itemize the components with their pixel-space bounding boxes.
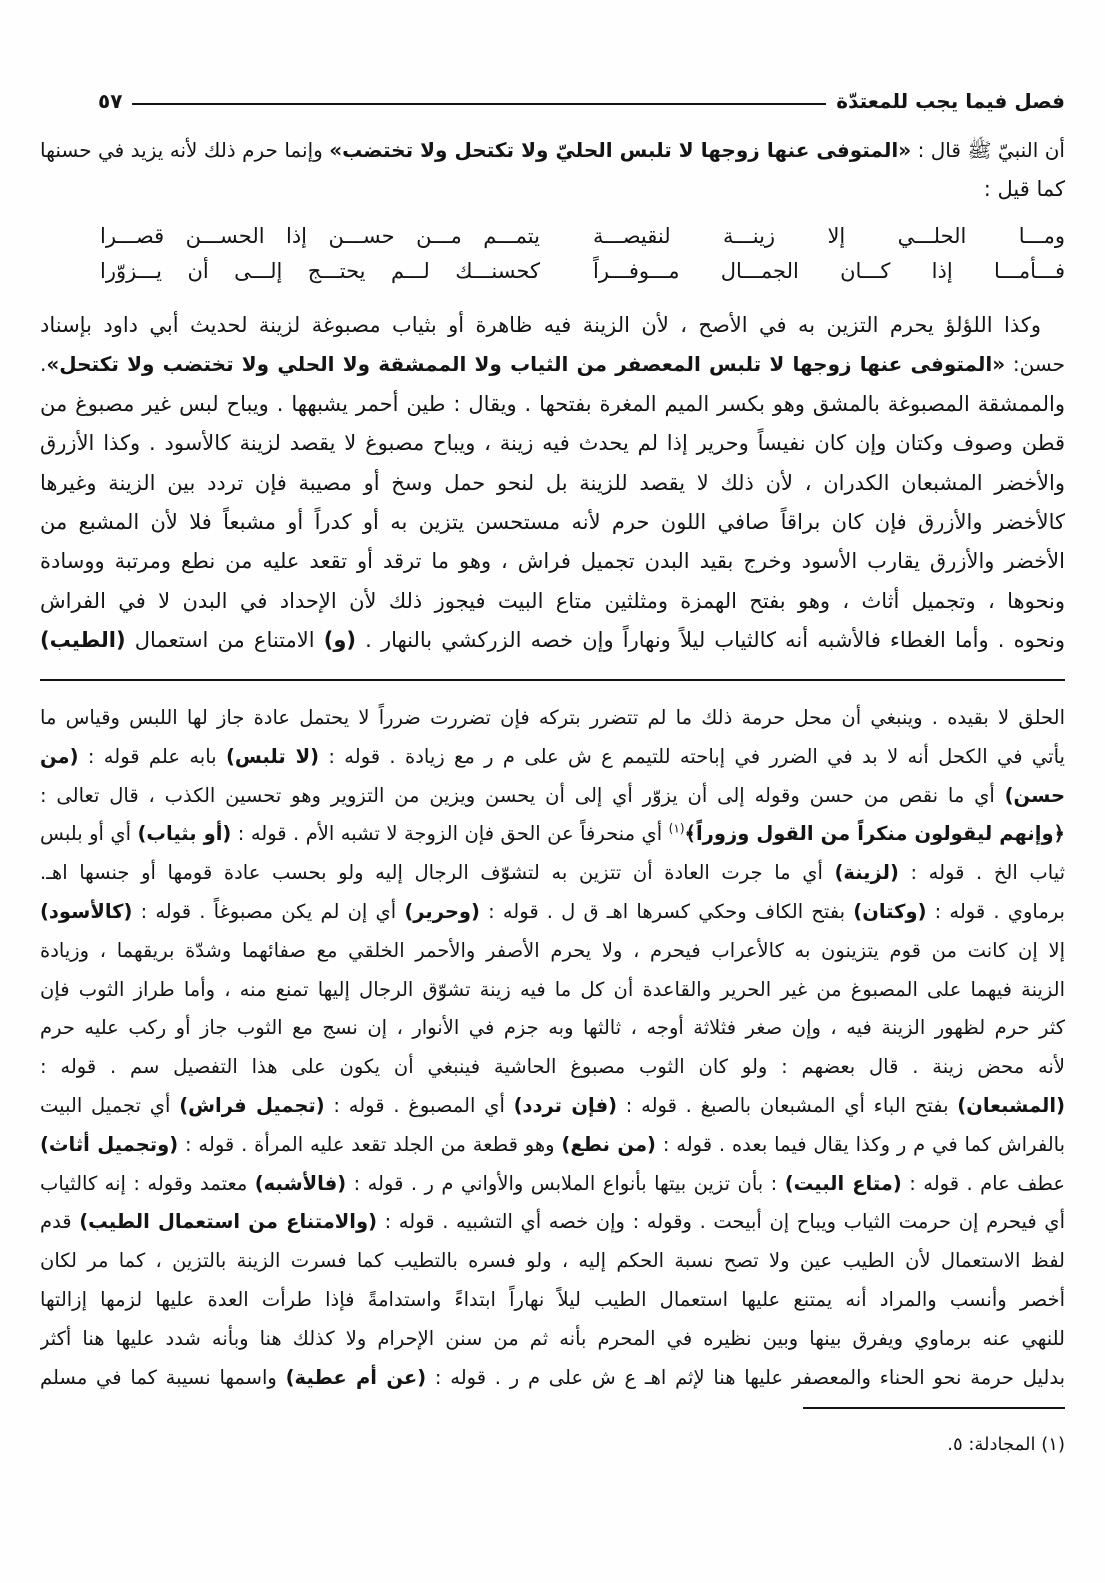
- poem-verse: [40, 254, 1065, 289]
- text-run: برماوي . قوله :: [926, 899, 1065, 923]
- text-run: للنهي عنه برماوي ويفرق بينها وبين نظيره في المحرم بأنه ثم من سنن الإحرام ولا كذلك هنا وبأنه شدد عليها هنا أكثر: [40, 1326, 1065, 1350]
- poem-verse: [40, 219, 1065, 254]
- text-run: أي المصبوغ . قوله :: [324, 1093, 514, 1117]
- text-run: ثياب الخ . قوله :: [898, 861, 1065, 885]
- bold-text-run: (عن أم عطية): [285, 1365, 427, 1389]
- text-run: الأخضر والأزرق يقارب الأسود وخرج بقيد البدن تجميل فراش ، وهو ما ترقد أو تقعد عليه من نطع ومرتبة ووسادة: [40, 549, 1065, 574]
- text-run: أي منحرفاً عن الحق فإن الزوجة لا تشبه الأم . قوله :: [231, 822, 669, 846]
- text-run: حسن:: [1005, 352, 1065, 377]
- main-text-line: [40, 621, 1065, 660]
- poem-hemistich: ومـــا الحلـــي إلا زينـــة لنقيصـــة: [593, 224, 1065, 248]
- bold-text-run: (وكتان): [853, 899, 927, 923]
- footnote: (١) المجادلة: ٥.: [947, 1434, 1065, 1455]
- text-run: عطف عام . قوله :: [901, 1171, 1065, 1195]
- text-run: وهو قطعة من الجلد تقعد عليه المرأة . قوله :: [178, 1132, 562, 1156]
- commentary-separator: [40, 679, 1065, 681]
- bold-text-run: (فالأشبه): [254, 1171, 347, 1195]
- poem-hemistich: كحسنـــك لـــم يحتـــج إلـــى أن يـــزوّرا: [100, 259, 540, 283]
- main-text-line: [40, 131, 1065, 170]
- text-run: الحلق لا بقيده . وينبغي أن محل حرمة ذلك ما لم تتضرر بتركه فإن تضررت ضرراً لا يحتمل عادة جاز لها اللبس وقياس ما: [40, 706, 1065, 729]
- text-run: أي أو بلبس: [40, 822, 138, 846]
- bold-text-run: «المتوفى عنها زوجها لا تلبس المعصفر من الثياب ولا الممشقة ولا الحلي ولا تختضب ولا تكتحل»: [46, 352, 1006, 377]
- bold-text-run: (وحرير): [404, 899, 480, 923]
- text-run: بفتح الكاف وحكي كسرها اهـ ق ل . قوله :: [479, 899, 854, 923]
- bold-text-run: (من: [40, 744, 79, 768]
- text-run: إلا إن كانت من قوم يتزينون به كالأعراب فيحرم ، ولا يحرم الأصفر والأحمر الخلقي مع صفائهما وشدّة بريقهما ، وزيادة: [40, 938, 1065, 962]
- main-text-line: [40, 503, 1065, 542]
- commentary-line: [40, 1009, 1065, 1048]
- commentary-line: [40, 699, 1065, 738]
- text-run: : بأن تزين بيتها بأنواع الملابس والأواني م ر . قوله :: [346, 1171, 785, 1195]
- text-run: ونحوه . وأما الغطاء فالأشبه أنه كالثياب ليلاً ونهاراً وإن خصه الزركشي بالنهار .: [355, 628, 1065, 653]
- main-text-lines: [40, 131, 1065, 170]
- main-text-line: [40, 464, 1065, 503]
- commentary-line: [40, 971, 1065, 1010]
- commentary-line: [40, 1242, 1065, 1281]
- commentary-line: [40, 1320, 1065, 1359]
- main-text-line: [40, 306, 1065, 345]
- text-run: أي ما جرت العادة أن تتزين به لتشوّف الرجال إليه ولو بحسب عادة قومها أو جنسها اهـ.: [40, 861, 835, 885]
- commentary-line: [40, 932, 1065, 971]
- text-run: أي ما نقص من حسن وقوله إلى أن يزوّر أي إلى أن يحسن ويزين من التزوير وهو تحسين الكذب ، قال تعالى :: [40, 783, 1005, 807]
- page-number: ٥٧: [98, 89, 123, 113]
- text-run: كالأخضر والأزرق فإن كان براقاً صافي اللون حرم لأنه مستحسن يتزين به أو كدراً أو مشبعاً فلا لأن المشبع من: [40, 509, 1065, 534]
- bold-text-run: (المشبعان): [957, 1093, 1065, 1117]
- main-text-line: [40, 424, 1065, 463]
- text-run: ونحوها ، وتجميل أثاث ، وهو بفتح الهمزة ومثلثين متاع البيت فيجوز ذلك لأن الإحداد في البدن لا في الفراش: [40, 588, 1065, 613]
- text-run: والممشقة المصبوغة بالمشق وهو بكسر الميم المغرة بفتحها . ويقال : طين أحمر يشبهها . ويباح لبس غير مصبوغ من: [40, 391, 1065, 416]
- text-run: بالفراش كما في م ر وكذا يقال فيما بعده . قوله :: [655, 1132, 1065, 1156]
- commentary-line: [40, 1087, 1065, 1126]
- bold-text-run: (وتجميل أثاث): [40, 1132, 179, 1156]
- text-run: كثر حرم لظهور الزينة فيه ، وإن صغر فثلاثة أوجه ، ثالثها وبه جزم في الأنوار ، إن نسج مع الثوب جاز أو ركب عليه حرم: [40, 1016, 1065, 1040]
- poem: [40, 219, 1065, 289]
- text-run: الزينة فيهما على المصبوغ من غير الحرير والقاعدة أن كل ما فيه زينة تشوّق الرجال إليها تمنع منه ، وأما طراز الثوب فإن: [40, 977, 1065, 1001]
- commentary-line: [40, 1281, 1065, 1320]
- text-run: أخصر وأنسب والمراد أنه يمتنع عليها استعمال الطيب ليلاً نهاراً ابتداءً واستدامةً فإذا طرأت العدة عليها لزمها إزالتها: [40, 1287, 1065, 1311]
- main-paragraph: [40, 131, 1065, 209]
- main-text-line: كما قيل :: [983, 177, 1065, 201]
- poem-hemistich: فـــأمـــا إذا كـــان الجمـــال مـــوفـــراً: [593, 259, 1065, 283]
- bold-text-run: (متاع البيت): [784, 1171, 902, 1195]
- commentary-line: [40, 893, 1065, 932]
- main-text-line: [40, 582, 1065, 621]
- text-run: وإنما حرم ذلك لأنه يزيد في حسنها: [40, 138, 330, 162]
- header-rule: [132, 103, 826, 105]
- bold-text-run: (فإن تردد): [513, 1093, 618, 1117]
- text-run: أي فيحرم إن حرمت الثياب ويباح إن أبيحت . وقوله : وإن خصه أي التشبيه . قوله :: [377, 1210, 1065, 1234]
- text-run: .: [40, 352, 47, 377]
- text-run: أي إن لم يكن مصبوغاً . قوله :: [132, 899, 405, 923]
- text-run: بابه علم قوله :: [78, 744, 226, 768]
- commentary-line: [40, 1359, 1065, 1398]
- commentary-line: [40, 777, 1065, 816]
- commentary-line: [40, 1165, 1065, 1204]
- bold-text-run: (لا تلبس): [225, 744, 320, 768]
- footnote-rule: [803, 1407, 1065, 1409]
- text-run: معتمد وقوله : إنه كالثياب: [40, 1171, 255, 1195]
- bold-text-run: ﴿وإنهم ليقولون منكراً من القول وزوراً﴾: [684, 822, 1065, 846]
- bold-text-run: (الطيب): [40, 628, 126, 653]
- bold-text-run: «المتوفى عنها زوجها لا تلبس الحليّ ولا تكتحل ولا تختضب»: [329, 138, 912, 162]
- bold-text-run: (والامتناع من استعمال الطيب): [79, 1210, 378, 1234]
- commentary-line: [40, 1203, 1065, 1242]
- main-text-line: [40, 345, 1065, 384]
- bold-text-run: (من نطع): [561, 1132, 656, 1156]
- commentary-line: [40, 738, 1065, 777]
- running-header: [98, 86, 1065, 116]
- text-run: لأنه محض زينة . قال بعضهم : ولو كان الثوب مصبوغ الحاشية فينبغي أن يكون على هذا التفصيل سم . قوله :: [40, 1055, 1065, 1079]
- commentary-line: [40, 815, 1065, 854]
- main-paragraph: [40, 306, 1065, 661]
- text-run: بفتح الباء أي المشبعان بالصبغ . قوله :: [617, 1093, 958, 1117]
- bold-text-run: (تجميل فراش): [179, 1093, 325, 1117]
- poem-hemistich: يتمـــم مـــن حســـن إذا الحســـن قصـــرا: [100, 224, 540, 248]
- bold-text-run: (و): [323, 628, 356, 653]
- bold-text-run: (لزينة): [834, 861, 899, 885]
- text-run: والأخضر المشبعان الكدران ، لأن ذلك لا يقصد للزينة بل لنحو حمل وسخ أو مصيبة فإن تردد بين الزينة وغيرها: [40, 470, 1065, 495]
- bold-text-run: (أو بثياب): [137, 822, 232, 846]
- chapter-title: فصل فيما يجب للمعتدّة: [836, 89, 1065, 113]
- text-run: بدليل حرمة نحو الحناء والمعصفر عليها هنا لإثم اهـ ع ش على م ر . قوله :: [426, 1365, 1065, 1389]
- commentary-line: [40, 1048, 1065, 1087]
- text-run: أن النبيّ ﷺ قال :: [911, 138, 1065, 162]
- bold-text-run: حسن): [1004, 783, 1065, 807]
- text-run: قدم: [40, 1210, 80, 1234]
- text-run: قطن وصوف وكتان وإن كان نفيساً وحرير إذا لم يحدث فيه زينة ، ويباح مصبوغ لا يقصد لزينة كالأسود . وكذا الأزرق: [40, 431, 1065, 456]
- commentary-line: [40, 854, 1065, 893]
- text-run: الامتناع من استعمال: [125, 628, 324, 653]
- text-run: واسمها نسيبة كما في مسلم: [40, 1365, 286, 1389]
- commentary-line: [40, 1126, 1065, 1165]
- text-run: أي تجميل البيت: [40, 1093, 180, 1117]
- bold-text-run: (كالأسود): [40, 899, 133, 923]
- commentary: [40, 699, 1065, 1397]
- main-text-line: [40, 542, 1065, 581]
- text-run: لفظ الاستعمال لأن الطيب عين ولا تصح نسبة الحكم إليه ، ولو فسره بالتطيب كما فسرت الزينة بالتزين ، كما مر لكان: [40, 1249, 1065, 1273]
- footnote-reference: (١): [668, 821, 685, 836]
- text-run: وكذا اللؤلؤ يحرم التزين به في الأصح ، لأن الزينة فيه ظاهرة أو بثياب مصبوغة لزينة لحديث أبي داود بإسناد: [40, 313, 1041, 337]
- text-run: يأتي في الكحل أنه لا بد في الضرر في إباحته للتيمم ع ش على م ر مع زيادة . قوله :: [319, 744, 1065, 768]
- main-text-line: [40, 385, 1065, 424]
